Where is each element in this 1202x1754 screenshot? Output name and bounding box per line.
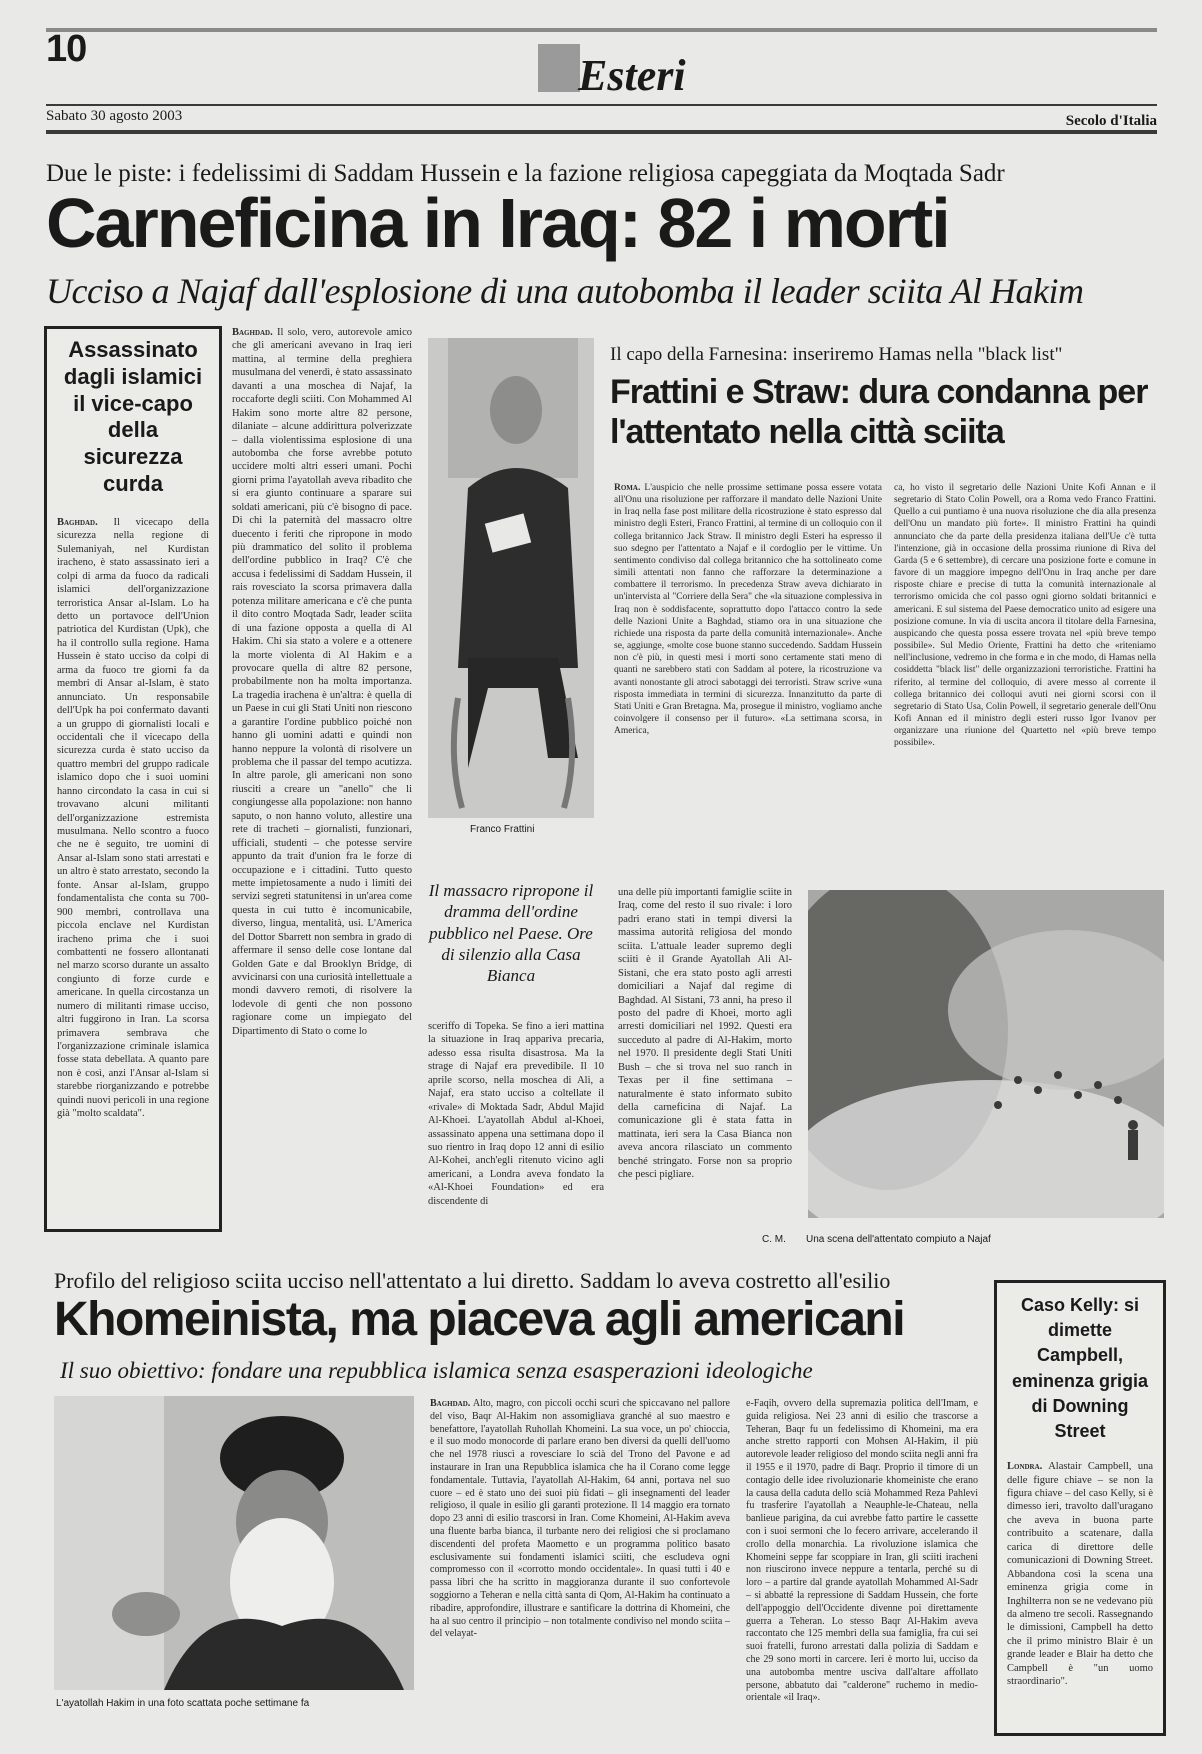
top-rule	[46, 28, 1157, 32]
khomeini-subheadline: Il suo obiettivo: fondare una repubblica islamica senza esasperazioni ideologiche	[60, 1358, 813, 1383]
main-headline: Carneficina in Iraq: 82 i morti	[46, 184, 949, 262]
attack-photo	[808, 890, 1164, 1218]
newspaper-name: Secolo d'Italia	[1065, 113, 1157, 129]
main-subheadline: Ucciso a Najaf dall'esplosione di una autobomba il leader sciita Al Hakim	[46, 271, 1084, 311]
hakim-photo-caption: L'ayatollah Hakim in una foto scattata poche settimane fa	[56, 1698, 310, 1709]
col3-text: sceriffo di Topeka. Se fino a ieri mattina la situazione in Iraq appariva precaria, adesso essa risulta disastrosa. Ma la strage di Najaf era prevedibile. Il 10 aprile scorso, nella moschea di Ali, a Najaf, era stato ucciso a coltellate il «rivale» di Moktada Sadr, Abdul Majid Al-Khoei. L'ayatollah Abdul al-Khoei, assassinato appena una settimana dopo il suo rientro in Iraq dopo 12 anni di esilio Al-Kohei, anch'egli ritenuto vicino agli americani, a Londra aveva fondato la «Al-Khoei Foundation» ed era discendente di	[428, 1021, 604, 1207]
frattini-left-text: L'auspicio che nelle prossime settimane possa essere votata all'Onu una risoluzione per rafforzare il mandato delle Nazioni Unite in Iraq nella fase post militare della ricostruzione è stato espresso dal ministro degli Esteri, Franco Frattini, al termine di un colloquio con il collega britannico Jack Straw. Il ministro degli Esteri ha espresso il suo sdegno per l'attentato a Najaf e il cordoglio per le vittime. Un sentimento condiviso dal collega britannico che ha sottolineato come simili attentati non fanno che rafforzare la determinazione a combattere il terrorismo. In precedenza Straw aveva dichiarato in un'intervista al "Corriere della Sera" che «la situazione complessiva in Iraq non è soddisfacente, soprattutto dopo l'attacco contro la sede delle Nazioni Unite a Baghdad, stiamo ora in una situazione che richiede una risposta da parte della comunità internazionale». Anche se, aggiunge, «molte cose buone stanno succedendo. Saddam Hussein non c'è più, in questi mesi i morti sono certamente stati meno di quanti ne sarebbero stati con Saddam al potere, la ricostruzione va avanti nonostante gli atroci sabotaggi dei terroristi. Straw scrive «una risposta immediata in termini di sicurezza. Innanzitutto da parte di Stati Uniti e Gran Bretagna. Ma, prosegue il ministro, vogliamo anche coinvolgere il consenso per il futuro». «La settimana scorsa, in America,	[614, 483, 882, 737]
main-article-column	[232, 326, 412, 1244]
sidebar-box	[44, 326, 222, 1232]
attack-scene	[808, 890, 1164, 1218]
page-number: 10	[46, 28, 87, 70]
col4-text: una delle più importanti famiglie sciite in Iraq, come del resto il suo rivale: i loro padri erano stati in tempi diversi la massima autorità religiosa del mondo sciita. L'attuale leader supremo degli sciiti è il Grande Ayatollah Ali Al-Sistani, che era stato posto agli arresti domiciliari a Najaf dal regime di Baghdad. Al Sistani, 73 anni, ha preso il posto del padre di Khoei, morto agli arresti domiciliari nel 1992. Questi era succeduto al padre di Al-Hakim, morto nel 1970. Il presidente degli Stati Uniti Bush – che si trova nel suo ranch in Texas per il fine settimana – naturalmente è stato informato subito della carneficina di Najaf. La comunicazione gli è stata fatta in mattinata, ieri sera la Casa Bianca non aveva ancora rilasciato un commento benché stringato. Forse non sa proprio che pesci pigliare.	[618, 887, 792, 1181]
attack-photo-caption: Una scena dell'attentato compiuto a Najaf	[806, 1234, 991, 1245]
sidebar-body	[57, 516, 209, 1256]
sidebar-dateline: Baghdad.	[57, 516, 98, 528]
kelly-box	[994, 1280, 1166, 1736]
kelly-dateline: Londra.	[1007, 1461, 1043, 1473]
sidebar-title: Assassinato dagli islamici il vice-capo della sicurezza curda	[63, 337, 203, 497]
khomeini-left-text: Alto, magro, con piccoli occhi scuri che spiccavano nel pallore del viso, Baqr Al-Hakim non assomigliava granché al suo maestro e benefattore, l'ayatollah Ruhollah Khomeini. La sua voce, un po' chioccia, e il suo modo monocorde di parlare erano ben diversi da quelli dell'uomo che nel 1978 riuscì a rovesciare lo scià del Trono del Pavone e ad instaurare in Iran una Repubblica islamica che ha il Corano come legge fondamentale. Tuttavia, l'ayatollah Al-Hakim, 64 anni, portava nel suo cuore – ed è stato uno dei suoi più fidati – gli insegnamenti del leader religioso, il quale in esilio gli garantì protezione. Il 14 maggio era tornato dopo 23 anni di esilio trascorsi in Iran. Come Khomeini, Al-Hakim aveva una fluente barba bianca, il turbante nero dei religiosi che si proclamano discendenti del profeta Maometto e un programma politico basato esclusivamente sui fondamenti islamici sciiti, che escludeva ogni compromesso con il «corrotto mondo occidentale». In quasi tutti i 40 e passa libri che ha scritto in maggioranza durante il suo confortevole soggiorno a Teheran e nella città santa di Qom, Al-Hakim ha continuato a ribadire, approfondire, illustrare e santificare la dottrina di Khomeini, che ha al suo centro il principio – non totalmente condiviso nel mondo sciita – del velayat-	[430, 1398, 730, 1640]
attack-photo-credit: C. M.	[762, 1234, 786, 1245]
khomeini-headline: Khomeinista, ma piaceva agli americani	[54, 1293, 905, 1346]
section-name: Esteri	[578, 51, 686, 100]
frattini-caption: Franco Frattini	[470, 824, 535, 835]
frattini-left-column	[614, 482, 882, 860]
header-rule-2	[46, 130, 1157, 134]
frattini-dateline: Roma.	[614, 483, 641, 493]
frattini-photo	[428, 338, 594, 818]
section-logo-block	[538, 44, 580, 92]
khomeini-dateline: Baghdad.	[430, 1398, 471, 1409]
main-article-dateline: Baghdad.	[232, 327, 273, 338]
issue-date: Sabato 30 agosto 2003	[46, 108, 183, 124]
sidebar-text: Il vicecapo della sicurezza nella regione di Sulemaniyah, nel Kurdistan iracheno, è stato assassinato ieri a colpi di arma da fuoco da radicali islamici dell'organizzazione terroristica Ansar al-Islam. Lo ha detto un portavoce dell'Union patriotica del Kurdistan (Upk), che ha il controllo sulla regione. Hama Hussein è stato ucciso da colpi di arma da fuoco tre giorni fa da membri di Ansar al-Islam, è stato annunciato. Un responsabile dell'Upk ha poi confermato davanti a un gruppo di giornalisti locali e occidentali che il vicecapo della sicurezza curda è stato ucciso da quattro membri del gruppo radicale islamico dopo che i suoi uomini hanno circondato la casa in cui si trovavano alcuni militanti dell'organizzazione estremista musulmana. Nello scontro a fuoco che ne è seguito, tre uomini di Ansar al-Islam sono stati arrestati e un altro è stato arrestato, secondo la fonte. Ansar al-Islam, gruppo fondamentalista che conta su 700-900 membri, controllava una piccola enclave nel Kurdistan iracheno prima che i suoi combattenti ne fossero allontanati nel marzo scorso durante un assalto congiunto di forze curde e americane. In quella circostanza un numero di militanti rimase ucciso, altri fuggirono in Iran. La scorsa primavera sembrava che l'organizzazione criminale islamica fosse stata debellata. A quanto pare non è così, anzi l'Ansar al-Islam si starebbe riorganizzando e potrebbe quindi nuovi pericoli in una regione già "molto scaldata".	[57, 516, 209, 1120]
frattini-headline: Frattini e Straw: dura condanna per l'attentato nella città sciita	[610, 373, 1148, 452]
khomeini-kicker: Profilo del religioso sciita ucciso nell'attentato a lui diretto. Saddam lo aveva costretto all'esilio	[54, 1268, 891, 1293]
hakim-photo	[54, 1396, 414, 1690]
main-kicker: Due le piste: i fedelissimi di Saddam Hussein e la fazione religiosa capeggiata da Moqtada Sadr	[46, 160, 1005, 187]
kelly-title: Caso Kelly: si dimette Campbell, eminenza grigia di Downing Street	[1011, 1295, 1149, 1441]
frattini-right-column: ca, ho visto il segretario delle Nazioni Unite Kofi Annan e il segretario di Stato Colin Powell, ora a Roma vedo Franco Frattini. Quello a cui puntiamo è una nuova risoluzione che dia alla presenza dell'Onu un mandato più forte». Il ministro Frattini ha quindi annunciato che da parte della presidenza italiana dell'Ue c'è tutta l'intenzione, già in occasione della prossima riunione di Riva del Garda (5 e 6 settembre), di cercare una posizione forte e comune in favore di un maggiore impegno dell'Onu in Iraq anche per dare risposte chiare e precise di tutta la comunità internazionale al terrorismo omicida che col passo ogni giorno soldati britannici e americani. E sul sistema del Paese democratico unito ad esigere una posizione comune. In via di uscita ancora il titolare della Farnesina, auspicando che questa possa essere trovata nel «più breve tempo possibile». Sul Medio Oriente, Frattini ha detto che «riteniamo nell'inclusione, vedremo in che forma e in che modo, di Hamas nella cosiddetta "black list" delle organizzazioni terroristiche. Frattini ha riferito, al termine del colloquio, di avere messo al corrente il collega britannico dei colloqui avuti nei giorni scorsi con il segretario di Stato Usa, Colin Powell, il segretario generale dell'Onu Kofi Annan ed il ministro degli esteri russo Igor Ivanov per organizzare una riunione del Quartetto nel «più breve tempo possibile».	[894, 483, 1156, 749]
khomeini-right-column: e-Faqih, ovvero della supremazia politica dell'Imam, e guida religiosa. Nei 23 anni di esilio che trascorse a Teheran, Baqr fu un fedelissimo di Khomeini, ma era anche stretto rapporti con Mohsen Al-Hakim, il più autorevole leader religioso del mondo sciita negli anni fra il 1955 e il 1970, padre di Baqr. Proprio il timore di un contagio delle idee rivoluzionarie khomeiniste che erano la causa della caduta dello scià Mohammed Reza Pahlevi fu trasferire l'ayatollah a Neauphle-le-Chateau, nella banlieue parigina, da cui avrebbe fatto partire le cassette con i suoi sermoni che lo fecero arrivare, accelerando il crollo della monarchia. La rivoluzione islamica che Khomeini seppe far scoppiare in Iran, gli sciiti iracheni non riuscirono invece neppure a tentarla, perché su di loro – a partire dal grande ayatollah Mohammed Al-Sadr – si abbatté la repressione di Saddam Hussein, che forte dell'appoggio dell'Occidente divenne poi direttamente guerra a Teheran. Lo stesso Baqr Al-Hakim aveva raccontato che 125 membri della sua famiglia, fra cui sei suoi fratelli, furono arrestati dalla polizia di Saddam e che 29 sono morti in carcere. Ieri è morto lui, ucciso da una autobomba mentre usciva dall'altare affollato persone, abbatuto dai "calderone" ruchemo in medio-orientale «il Iraq».	[746, 1398, 978, 1704]
header-rule	[46, 104, 1157, 106]
kelly-text: Alastair Campbell, una delle figure chiave – se non la figura chiave – del caso Kelly, si è dimesso ieri, travolto dall'uragano che aveva in buona parte contribuito a scatenare, dalla carica di direttore delle comunicazioni di Downing Street. Abbandona così la scena una eminenza grigia come in Inghilterra non se ne vedevano più da almeno tre secoli. Rassegnando le dimissioni, Campbell ha detto che il primo ministro Blair è un grande leader e Blair ha detto che Campbell è "un uomo straordinario".	[1007, 1461, 1153, 1688]
pull-quote: Il massacro ripropone il dramma dell'ordine pubblico nel Paese. Ore di silenzio alla Casa Bianca	[428, 881, 594, 985]
hakim-portrait	[54, 1396, 414, 1690]
main-article-text: Il solo, vero, autorevole amico che gli americani avevano in Iraq ieri mattina, al termine della preghiera musulmana del venerdì, è stato assassinato davanti a una moschea di Najaf, la roccaforte degli sciiti. Con Mohammed Al Hakim sono morte altre 82 persone, dilaniate – alcune addirittura polverizzate – dalla violentissima esplosione di una autobomba che forse avrebbe potuto uccidere molti altri esseri umani. Pochi giorni prima l'ayatollah aveva ribadito che si era giunto continuare a sparare sui soldati americani, più c'è bisogno di pace. Di chi la paternità del massacro oltre duecento i feriti che ripropone in modo più drammatico del solito il problema dell'ordine pubblico in Iraq? C'è che accusa i fedelissimi di Saddam Hussein, il rais rovesciato la scorsa primavera dalla potenza militare americana e c'è che punta il dito contro Moqtada Sadr, leader sciita di una fazione opposta a quella di Al Hakim. Chi sia stato a volere e a ottenere la morte violenta di Al Hakim e a provocare quella di altre 82 persone, probabilmente non ha molta importanza. La tragedia irachena è un'altra: è quella di un Paese in cui gli Stati Uniti non riescono a garantire l'ordine pubblico poiché non hanno gli uomini adatti e quindi non hanno neppure la volontà di risolvere un problema che il passar del tempo acutizza. In altre parole, gli americani non sono riusciti a creare un "anello" che li congiungesse alla popolazione: non hanno saputo, o non hanno voluto, allestire una rete di tracheti – giornalisti, funzionari, ufficiali, studenti – che potesse servire appunto da trait d'union fra le forze di occupazione e i cittadini. Tutto questo mette impietosamente a nudo i limiti dei servizi segreti statunitensi in un'area come questa in cui tutto è incomunicabile, diverso, lingua, mentalità, usi. L'America del Dottor Sbarrett non sembra in grado di affermare il senso delle cose lontane dal Golden Gate e dal Brooklyn Bridge, di avvicinarsi con una curiosità intellettuale a mondi davvero remoti, di risolvere la lodevole di genti che non possono ragionare come un impiegato del Dipartimento di Stato o come lo	[232, 327, 412, 1037]
frattini-kicker: Il capo della Farnesina: inseriremo Hamas nella "black list"	[610, 344, 1063, 365]
kelly-body	[1007, 1460, 1153, 1722]
khomeini-left-column	[430, 1398, 730, 1734]
frattini-figure	[428, 338, 594, 818]
